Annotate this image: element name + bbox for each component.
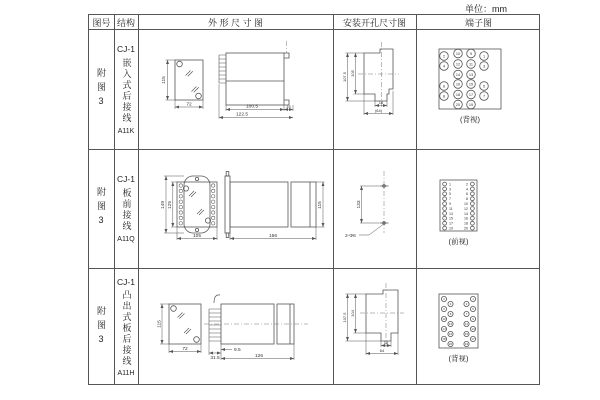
dim-label: 9.5 — [234, 348, 241, 354]
svg-text:8: 8 — [449, 312, 452, 316]
dim-label: 107.5 — [341, 312, 347, 323]
svg-text:14: 14 — [455, 72, 461, 77]
svg-text:17: 17 — [471, 337, 475, 341]
dim-label: 72 — [182, 346, 188, 352]
svg-text:19: 19 — [449, 226, 453, 231]
svg-text:11: 11 — [469, 62, 473, 67]
svg-text:2: 2 — [466, 182, 468, 187]
svg-text:13: 13 — [471, 327, 475, 331]
svg-text:12: 12 — [455, 62, 461, 67]
model-code: CJ-1 — [117, 277, 135, 287]
dim-label: 31.5 — [210, 356, 220, 361]
dimension-lines — [166, 60, 294, 119]
dim-label: 105 — [192, 233, 202, 239]
cutout-outline — [366, 290, 398, 341]
svg-text:6: 6 — [466, 192, 468, 197]
side-view — [204, 295, 308, 344]
dim-label: 115 — [318, 201, 323, 209]
svg-text:8: 8 — [442, 94, 446, 99]
svg-text:18: 18 — [455, 92, 461, 97]
dim-label: 115 — [157, 320, 163, 328]
svg-text:18: 18 — [442, 337, 446, 341]
install-hole-diagram-row3 — [333, 268, 416, 386]
svg-text:1: 1 — [472, 297, 474, 301]
svg-text:7: 7 — [465, 312, 468, 316]
svg-text:15: 15 — [464, 332, 469, 336]
view-label: (背视) — [460, 115, 480, 124]
terminal-cell-row1 — [416, 29, 541, 149]
side-view — [219, 41, 289, 105]
svg-text:20: 20 — [464, 226, 468, 231]
svg-text:20: 20 — [455, 102, 461, 107]
svg-text:3: 3 — [465, 302, 468, 306]
svg-text:7: 7 — [482, 94, 486, 99]
svg-text:5: 5 — [472, 307, 474, 311]
terminal-circles — [443, 182, 475, 230]
type-code: A11K — [117, 127, 135, 135]
dim-label: 64 — [379, 348, 385, 353]
view-label: (背视) — [448, 354, 469, 363]
structure-name: 板前接线 — [121, 188, 132, 232]
svg-text:14: 14 — [442, 327, 446, 331]
front-view — [175, 60, 203, 100]
install-cell-row2 — [333, 149, 416, 268]
fig-no-cell-row1 — [89, 29, 114, 149]
svg-text:2: 2 — [442, 54, 446, 59]
svg-text:2: 2 — [443, 297, 445, 301]
front-view — [177, 176, 217, 233]
svg-text:7: 7 — [449, 197, 451, 202]
header-terminal: 端子图 — [464, 17, 492, 28]
install-hole-diagram-row1 — [333, 29, 416, 149]
dim-label: 149 — [161, 200, 167, 210]
model-code: CJ-1 — [117, 174, 135, 184]
terminal-cell-row2 — [416, 149, 541, 268]
svg-text:10: 10 — [464, 202, 468, 206]
svg-text:3: 3 — [449, 187, 451, 192]
dimension-lines — [164, 176, 325, 240]
dimension-lines — [346, 294, 399, 355]
terminal-diagram-row2 — [416, 149, 541, 268]
install-hole-diagram-row2 — [333, 149, 416, 268]
svg-text:17: 17 — [449, 221, 453, 226]
svg-text:12: 12 — [448, 322, 453, 326]
outline-diagram-row3 — [138, 268, 333, 386]
fig-no-text: 附图3 — [96, 305, 106, 349]
svg-text:12: 12 — [464, 206, 468, 211]
svg-text:9: 9 — [449, 202, 451, 206]
dim-label: 125 — [168, 200, 173, 210]
svg-text:5: 5 — [449, 192, 451, 197]
side-view — [225, 172, 316, 238]
view-label: (前视) — [448, 237, 469, 246]
dim-label: 16 — [383, 340, 389, 345]
header-struct: 结构 — [116, 17, 135, 28]
dim-label: 115 — [162, 76, 167, 84]
svg-text:8: 8 — [466, 197, 468, 202]
svg-text:6: 6 — [443, 307, 445, 311]
svg-text:6: 6 — [442, 84, 446, 89]
terminal-circles — [440, 49, 489, 109]
svg-text:5: 5 — [482, 84, 486, 89]
svg-text:16: 16 — [455, 82, 461, 87]
model-code: CJ-1 — [117, 43, 135, 54]
outline-diagram-row1 — [138, 29, 333, 149]
front-view — [169, 304, 201, 344]
dimension-lines — [359, 186, 383, 235]
svg-text:11: 11 — [464, 322, 469, 326]
header-install: 安装开孔尺寸图 — [342, 17, 406, 28]
install-cell-row1 — [333, 29, 416, 149]
terminal-diagram-row3 — [416, 268, 541, 386]
svg-text:4: 4 — [449, 302, 452, 306]
structure-name: 凸出式板后接线 — [121, 290, 132, 367]
dim-label: 100.5 — [245, 104, 259, 110]
svg-text:9: 9 — [472, 317, 474, 321]
dim-label: (64) — [374, 108, 383, 113]
dimension-lines — [346, 53, 394, 115]
svg-text:17: 17 — [468, 92, 474, 97]
dim-label: 72 — [186, 102, 192, 108]
dim-label: 104 — [349, 310, 355, 317]
terminal-cell-row3 — [416, 268, 541, 386]
svg-text:1: 1 — [482, 54, 486, 59]
outline-diagram-row2 — [138, 149, 333, 268]
structure-cell-row3 — [114, 268, 138, 386]
svg-text:13: 13 — [449, 211, 453, 216]
terminal-numbers — [449, 182, 468, 230]
dim-label: 107.5 — [341, 71, 347, 83]
unit-label: 单位：mm — [465, 4, 507, 14]
svg-text:19: 19 — [468, 102, 474, 107]
structure-name: 嵌入式后接线 — [121, 57, 132, 124]
svg-text:3: 3 — [482, 64, 486, 69]
dim-label: 16 — [286, 103, 291, 109]
hole-spec-label: 2-Φ6 — [345, 233, 356, 239]
svg-text:19: 19 — [464, 342, 469, 346]
svg-text:16: 16 — [464, 216, 468, 221]
svg-text:4: 4 — [442, 64, 446, 69]
fig-no-text: 附图3 — [96, 187, 106, 230]
structure-cell-row2 — [114, 149, 138, 268]
svg-text:20: 20 — [448, 342, 453, 346]
dim-label: 156 — [268, 233, 278, 239]
dim-label: 105 — [349, 70, 355, 77]
outline-cell-row1 — [138, 29, 333, 149]
svg-text:1: 1 — [449, 182, 451, 187]
terminal-numbers — [443, 52, 485, 107]
dim-label: 133 — [356, 200, 362, 209]
fig-no-cell-row2 — [89, 149, 114, 268]
spec-table — [88, 14, 540, 385]
svg-text:9: 9 — [469, 51, 473, 56]
svg-text:11: 11 — [449, 206, 453, 211]
svg-text:13: 13 — [468, 72, 474, 77]
structure-cell-row1 — [114, 29, 138, 149]
outline-cell-row2 — [138, 149, 333, 268]
cutout-outline — [364, 49, 393, 101]
type-code: A11Q — [117, 236, 135, 243]
center-lines — [360, 283, 404, 347]
svg-text:15: 15 — [468, 82, 474, 87]
install-cell-row3 — [333, 268, 416, 386]
svg-text:14: 14 — [464, 211, 468, 216]
header-fig: 图号 — [92, 17, 111, 28]
svg-text:16: 16 — [448, 332, 453, 336]
svg-text:4: 4 — [466, 187, 468, 192]
fig-no-text: 附图3 — [96, 67, 106, 111]
svg-text:15: 15 — [449, 216, 453, 221]
dim-label: 126 — [254, 354, 264, 359]
outline-cell-row3 — [138, 268, 333, 386]
dim-label: 16 — [378, 100, 384, 105]
svg-text:10: 10 — [455, 51, 461, 56]
type-code: A11H — [117, 370, 135, 377]
terminal-diagram-row1 — [416, 29, 541, 149]
fig-no-cell-row3 — [89, 268, 114, 386]
dim-label: 122.5 — [235, 112, 249, 118]
svg-text:10: 10 — [442, 317, 446, 321]
header-outline: 外 形 尺 寸 图 — [207, 17, 263, 28]
svg-text:18: 18 — [464, 221, 468, 226]
